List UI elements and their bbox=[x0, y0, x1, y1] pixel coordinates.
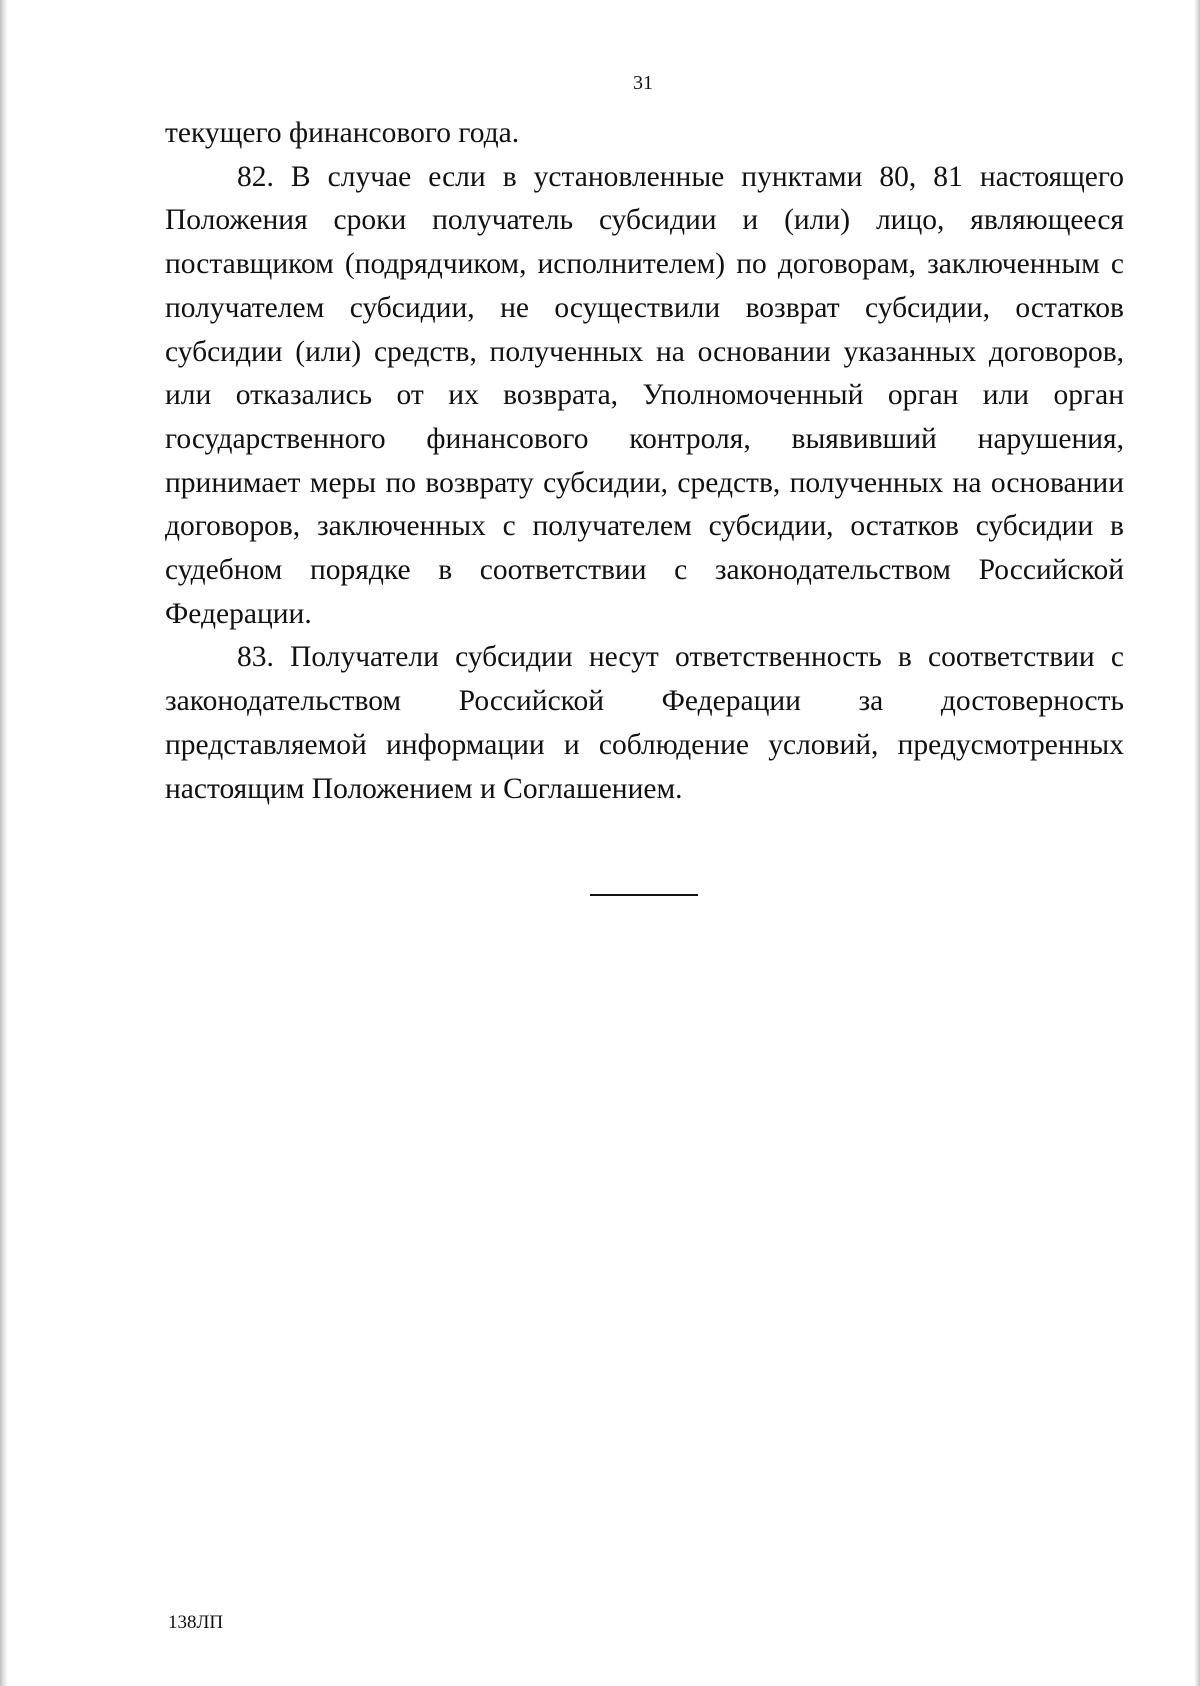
closing-rule bbox=[590, 894, 698, 896]
document-body bbox=[165, 112, 1124, 811]
paragraph-continuation: текущего финансового года. bbox=[165, 117, 520, 149]
scan-edge-right bbox=[1194, 0, 1200, 1686]
footer-document-code: 138ЛП bbox=[168, 1612, 224, 1633]
paragraph-83: 83. Получатели субсидии несут ответственность в соответствии с законодательством Российской Федерации за достоверность представляемой информации и соблюдение условий, предусмотренных настоящим Положением и Соглашением. bbox=[165, 641, 1124, 805]
page-number: 31 bbox=[633, 72, 653, 94]
paragraph-82: 82. В случае если в установленные пунктами 80, 81 настоящего Положения сроки получатель субсидии и (или) лицо, являющееся поставщиком (подрядчиком, исполнителем) по договорам, заключенным с получателем субсидии, не осуществили возврат субсидии, остатков субсидии (или) средств, полученных на основании указанных договоров, или отказались от их возврата, Уполномоченный орган или орган государственного финансового контроля, выявивший нарушения, принимает меры по возврату субсидии, средств, полученных на основании договоров, заключенных с получателем субсидии, остатков субсидии в судебном порядке в соответствии с законодательством Российской Федерации. bbox=[165, 160, 1124, 630]
scan-edge-left bbox=[0, 0, 8, 1686]
